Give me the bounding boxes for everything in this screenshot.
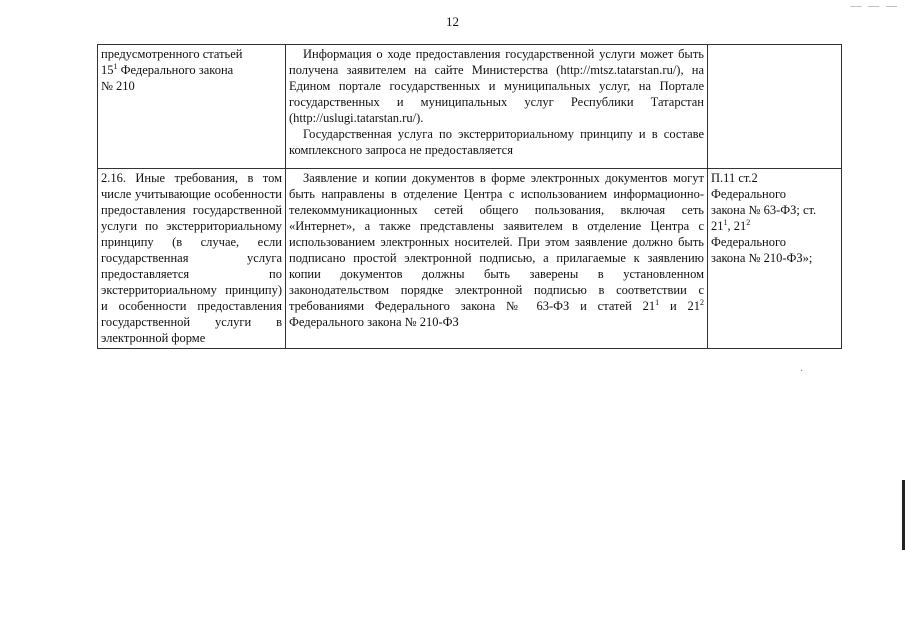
- law-article-sup: 1: [113, 61, 118, 71]
- table-row: [98, 169, 842, 349]
- ref-line6: закона № 210-ФЗ»;: [711, 251, 813, 265]
- row1-paragraph-extraterritorial: Государственная услуга по экстерриториальному принципу и в составе комплексного запроса не предоставляется: [289, 127, 704, 157]
- row2-main-text: Заявление и копии документов в форме электронных документов могут быть направлены в отделение Центра с использованием информационно-телекоммуникационных сетей общего пользования, включая сеть «Интернет», а также представлены заявителем в отделение Центра с использованием электронных носителей. При этом заявление должно быть подписано простой электронной подписью, а прилагаемые к заявлению копии документов должны быть заверены в установленном законодательством порядке электронной подписью в соответствии с требованиями Федерального закона № 63-ФЗ и статей 21: [289, 171, 704, 313]
- row1-content-cell: [286, 45, 708, 169]
- row1-requirement-cell: [98, 45, 286, 169]
- row1-col1-line2: [101, 62, 282, 78]
- row2-requirement-cell: 2.16. Иные требования, в том числе учитывающие особенности предоставления государственной услуги по экстерриториальному принципу (в случае, если государственная услуга предоставляется по экстерриториальному принципу) и особенности предоставления государственной услуги в электронной форме: [98, 169, 286, 349]
- row1-paragraph-info: Информация о ходе предоставления государственной услуги может быть получена заявителем на сайте Министерства (http://mtsz.tatarstan.ru/), на Едином портале государственных и муниципальных услуг, на Портале государственных и муниципальных услуг Республики Татарстан (http://uslugi.tatarstan.ru/).: [289, 47, 704, 125]
- ref-sup-1: 1: [723, 217, 728, 227]
- table-row: [98, 45, 842, 169]
- corner-mark: — — —: [850, 0, 899, 12]
- ref-article-21: 21: [711, 219, 724, 233]
- row1-col1-line3: № 210: [101, 79, 135, 93]
- ref-line2: Федерального: [711, 187, 787, 201]
- document-table: [97, 44, 842, 349]
- stray-mark: ·: [800, 366, 804, 377]
- row2-end-text: Федерального закона № 210-ФЗ: [289, 315, 459, 329]
- article-sup-2: 2: [700, 297, 704, 307]
- row2-mid-text: и 21: [659, 299, 700, 313]
- article-sup-1: 1: [655, 297, 660, 307]
- row2-paragraph-electronic: [289, 170, 704, 330]
- cell-spacer: [289, 158, 704, 166]
- law-article-number: 15: [101, 63, 114, 77]
- row1-reference-cell: [708, 45, 842, 169]
- ref-line1: П.11 ст.2: [711, 171, 758, 185]
- page-number: 12: [446, 14, 459, 29]
- ref-line5: Федерального: [711, 235, 787, 249]
- ref-line3: закона № 63-ФЗ; ст.: [711, 203, 817, 217]
- ref-separator: , 21: [727, 219, 747, 233]
- law-name: Федерального закона: [117, 63, 234, 77]
- ref-line4: [711, 218, 838, 234]
- row2-reference-cell: [708, 169, 842, 349]
- row1-col1-line1: предусмотренного статьей: [101, 47, 243, 61]
- row2-content-cell: [286, 169, 708, 349]
- ref-sup-2: 2: [746, 217, 751, 227]
